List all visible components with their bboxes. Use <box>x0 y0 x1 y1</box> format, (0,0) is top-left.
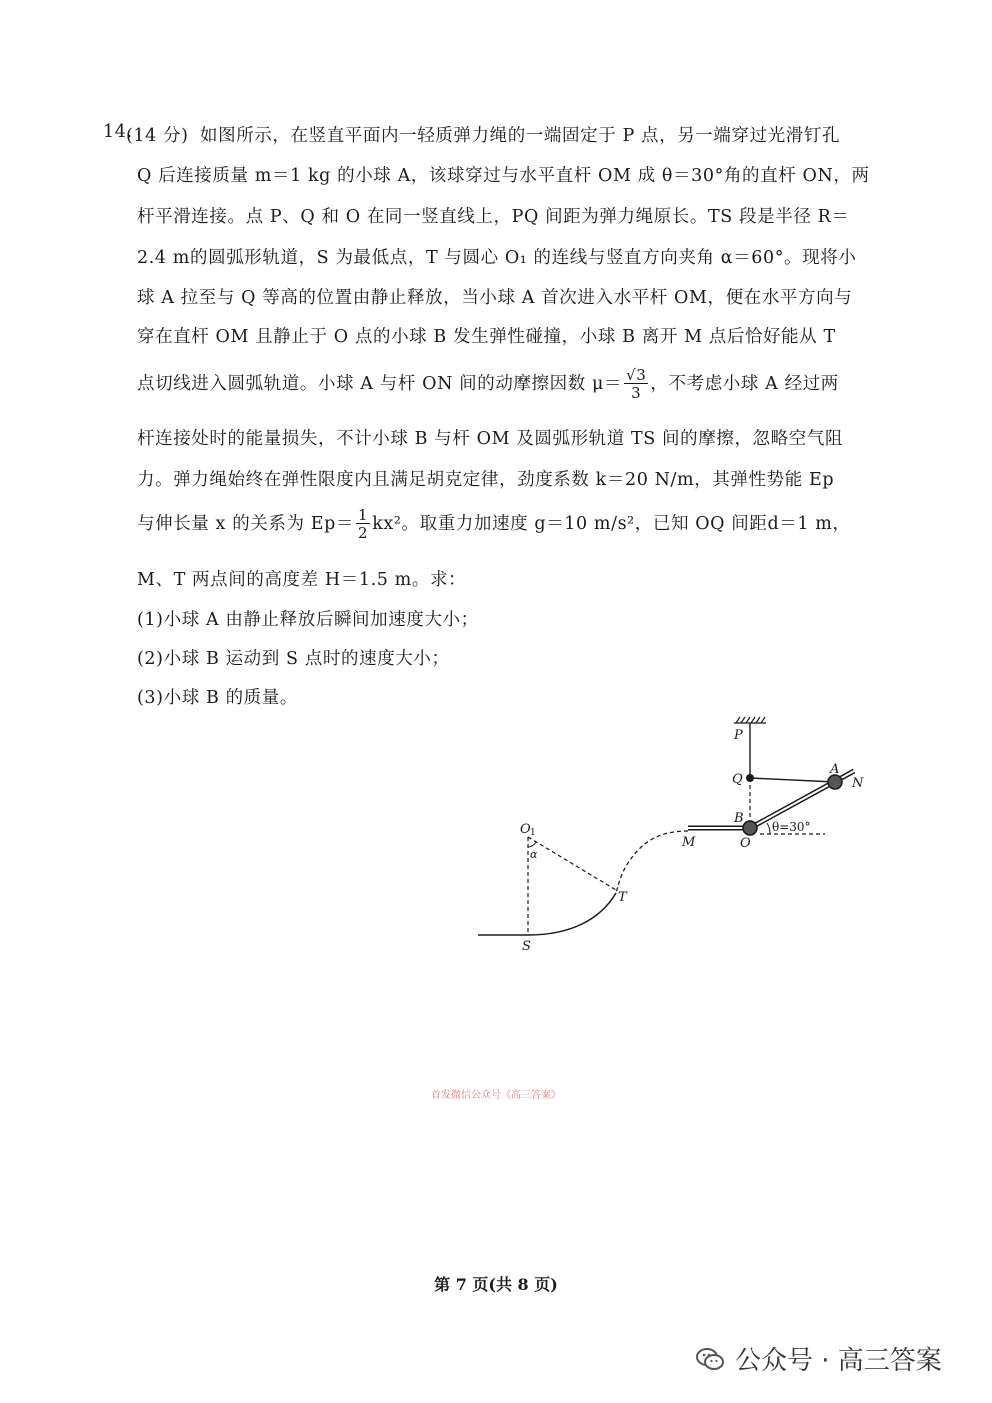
question-line-7 <box>137 368 839 401</box>
arc-track <box>528 893 616 935</box>
label-s: S <box>522 939 531 954</box>
mu-denominator: 3 <box>631 384 642 402</box>
label-a: A <box>830 762 840 777</box>
dashed-o1-t <box>528 837 616 890</box>
label-p: P <box>734 728 743 743</box>
label-alpha: α <box>530 848 538 861</box>
brand-text: 公众号 · 高三答案 <box>735 1346 942 1376</box>
physics-diagram <box>470 715 870 965</box>
label-o: O <box>740 836 751 851</box>
trajectory <box>616 831 688 893</box>
half-numerator: 1 <box>358 506 369 524</box>
question-line-8: 杆连接处时的能量损失，不计小球 B 与杆 OM 及圆弧形轨道 TS 间的摩擦，忽略空气阻 <box>137 429 844 449</box>
half-denominator: 2 <box>358 524 369 542</box>
sub-question-2: (2)小球 B 运动到 S 点时的速度大小； <box>137 649 450 669</box>
nail-q <box>746 774 754 782</box>
label-n: N <box>852 776 864 791</box>
question-line-6: 穿在直杆 OM 且静止于 O 点的小球 B 发生弹性碰撞，小球 B 离开 M 点后恰好能从 T <box>137 327 836 347</box>
ceiling-support <box>734 717 766 723</box>
label-angle: θ=30° <box>772 820 811 834</box>
sub-question-1: (1)小球 A 由静止释放后瞬间加速度大小； <box>137 610 479 630</box>
sub-question-3: (3)小球 B 的质量。 <box>137 688 298 708</box>
mu-numerator: √3 <box>626 366 647 384</box>
question-line-1: 如图所示，在竖直平面内一轻质弹力绳的一端固定于 P 点，另一端穿过光滑钉孔 <box>200 126 841 146</box>
line10-text-pre: 与伸长量 x 的关系为 Ep＝ <box>137 514 355 534</box>
label-b: B <box>734 811 744 826</box>
label-m: M <box>682 835 696 850</box>
label-o1-sub: 1 <box>530 828 536 838</box>
wechat-icon <box>695 1346 725 1372</box>
line7-text-pre: 点切线进入圆弧轨道。小球 A 与杆 ON 间的动摩擦因数 μ＝ <box>137 374 623 394</box>
question-line-9: 力。弹力绳始终在弹性限度内且满足胡克定律，劲度系数 k＝20 N/m，其弹性势能 Ep <box>137 470 835 490</box>
mu-fraction <box>624 368 648 401</box>
alpha-arc <box>528 842 536 847</box>
watermark-text: 首发微信公众号《高三答案》 <box>431 1090 561 1101</box>
question-line-4: 2.4 m的圆弧形轨道，S 为最低点，T 与圆心 O₁ 的连线与竖直方向夹角 α＝60°。现将小 <box>137 248 857 268</box>
half-fraction <box>356 508 370 541</box>
question-points: (14 分) <box>126 126 189 146</box>
label-q: Q <box>732 772 743 787</box>
ball-a <box>828 775 842 789</box>
question-number: 14. <box>103 122 133 142</box>
line7-text-post: ，不考虑小球 A 经过两 <box>650 374 839 394</box>
question-line-3: 杆平滑连接。点 P、Q 和 O 在同一竖直线上，PQ 间距为弹力绳原长。TS 段是半径 R＝ <box>137 207 850 227</box>
page-footer: 第 7 页(共 8 页) <box>434 1275 558 1294</box>
line10-text-post: kx²。取重力加速度 g＝10 m/s²，已知 OQ 间距d＝1 m， <box>372 514 851 534</box>
question-line-11: M、T 两点间的高度差 H＝1.5 m。求： <box>137 570 467 590</box>
rope-qa <box>750 778 835 782</box>
brand-footer <box>695 1340 942 1377</box>
label-t: T <box>618 890 627 905</box>
label-o1: O <box>520 822 531 837</box>
ball-b <box>743 821 757 835</box>
question-line-2: Q 后连接质量 m＝1 kg 的小球 A，该球穿过与水平直杆 OM 成 θ＝30°角的直杆 ON，两 <box>137 166 870 186</box>
question-line-5: 球 A 拉至与 Q 等高的位置由静止释放，当小球 A 首次进入水平杆 OM，便在水平方向与 <box>137 288 853 308</box>
question-line-10 <box>137 508 851 541</box>
angle-arc <box>767 823 770 834</box>
